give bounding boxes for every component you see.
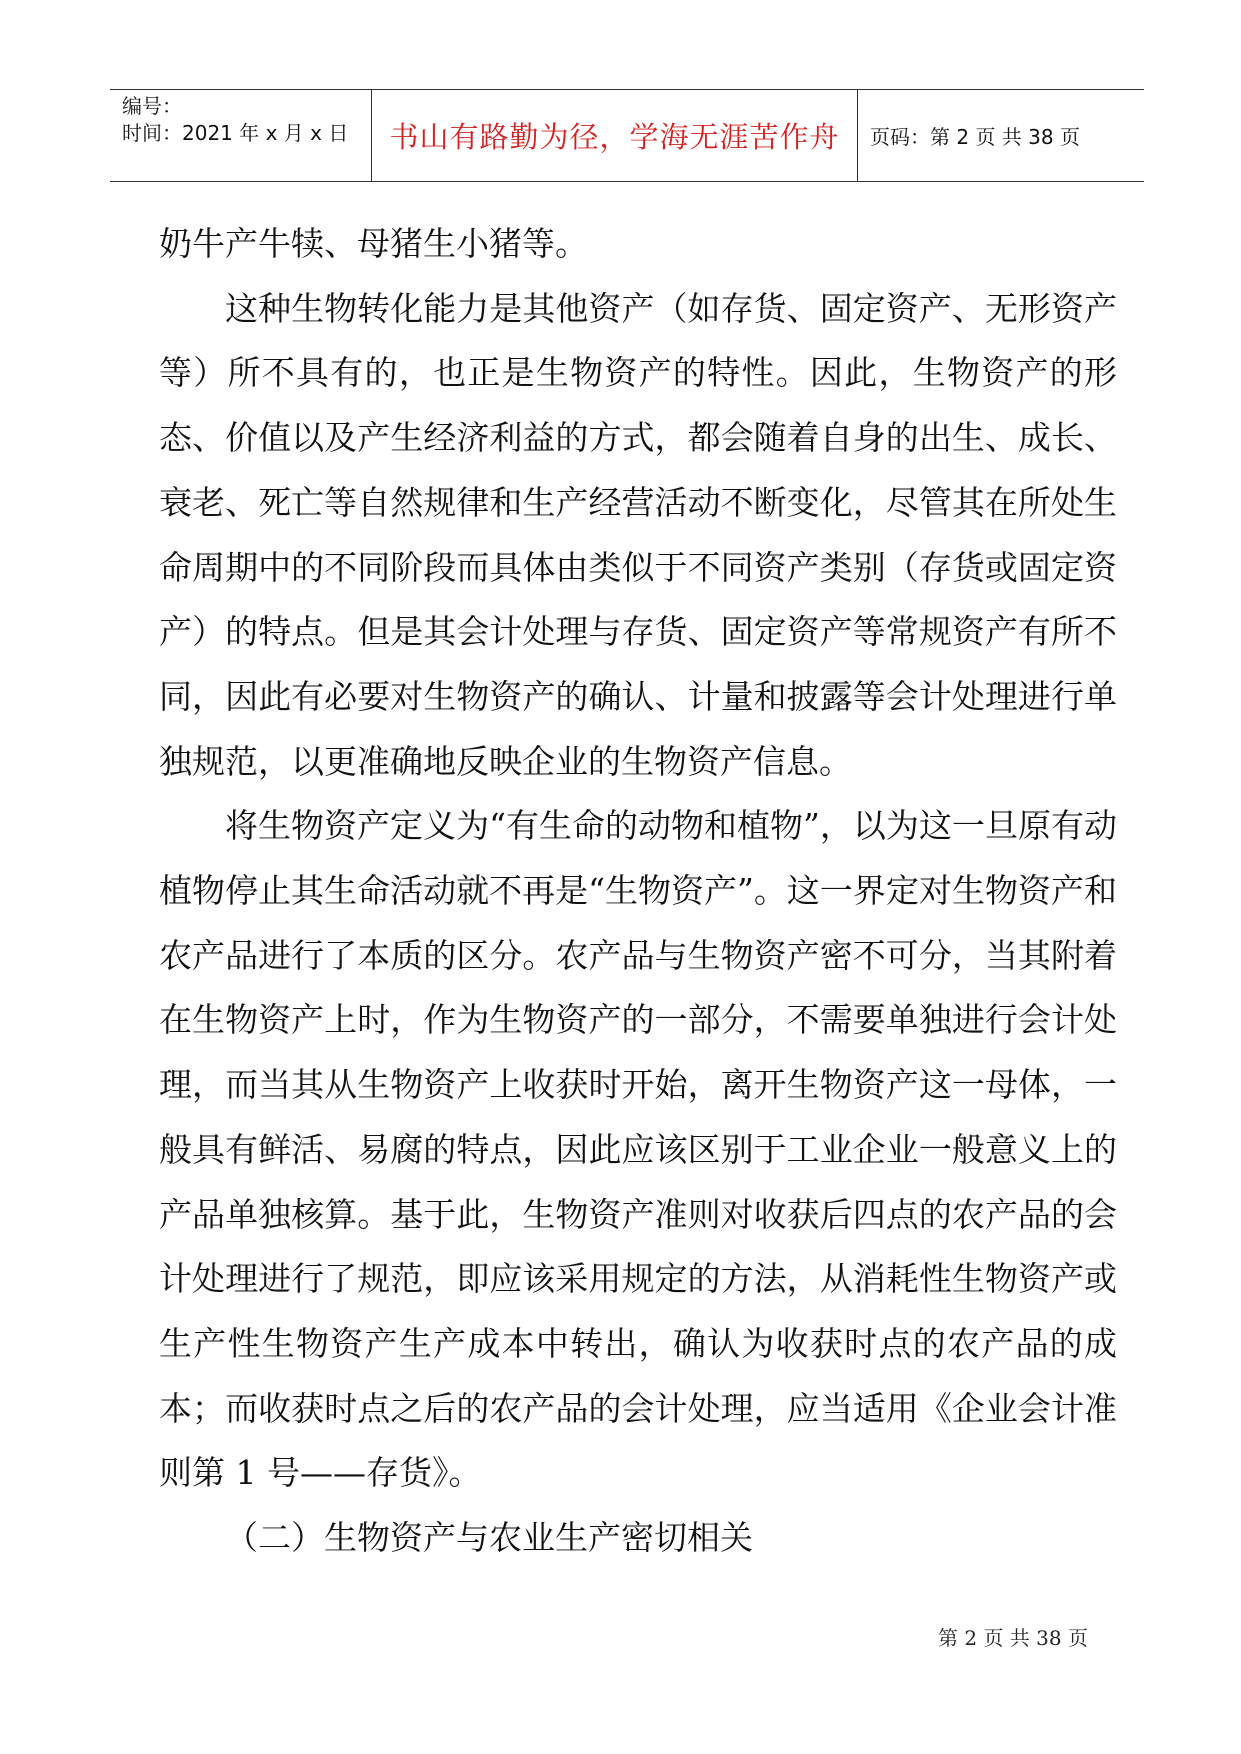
header-meta [110,90,372,181]
paragraph: 这种生物转化能力是其他资产（如存货、固定资产、无形资产等）所不具有的，也正是生物资产的特性。因此，生物资产的形态、价值以及产生经济利益的方式，都会随着自身的出生、成长、衰老、死亡等自然规律和生产经营活动不断变化，尽管其在所处生命周期中的不同阶段而具体由类似于不同资产类别（存货或固定资产）的特点。但是其会计处理与存货、固定资产等常规资产有所不同，因此有必要对生物资产的确认、计量和披露等会计处理进行单独规范，以更准确地反映企业的生物资产信息。 [159,288,1117,781]
page-header [110,89,1144,182]
header-page-number: 页码：第 2 页 共 38 页 [870,125,1080,149]
page-footer: 第 2 页 共 38 页 [938,1626,1088,1650]
header-motto: 书山有路勤为径，学海无涯苦作舟 [372,90,858,181]
section-heading: （二）生物资产与农业生产密切相关 [225,1518,753,1558]
document-number-label: 编号： [122,94,182,118]
document-body [159,212,1117,1571]
paragraph-continuation: 奶牛产牛犊、母猪生小猪等。 [159,224,588,263]
document-date-label: 时间：2021 年 x 月 x 日 [122,121,349,145]
paragraph: 将生物资产定义为“有生命的动物和植物”，以为这一旦原有动植物停止其生命活动就不再是“生物资产”。这一界定对生物资产和农产品进行了本质的区分。农产品与生物资产密不可分，当其附着在生物资产上时，作为生物资产的一部分，不需要单独进行会计处理，而当其从生物资产上收获时开始，离开生物资产这一母体，一般具有鲜活、易腐的特点，因此应该区别于工业企业一般意义上的产品单独核算。基于此，生物资产准则对收获后四点的农产品的会计处理进行了规范，即应该采用规定的方法，从消耗性生物资产或生产性生物资产生产成本中转出，确认为收获时点的农产品的成本；而收获时点之后的农产品的会计处理，应当适用《企业会计准则第 1 号——存货》。 [159,806,1117,1493]
